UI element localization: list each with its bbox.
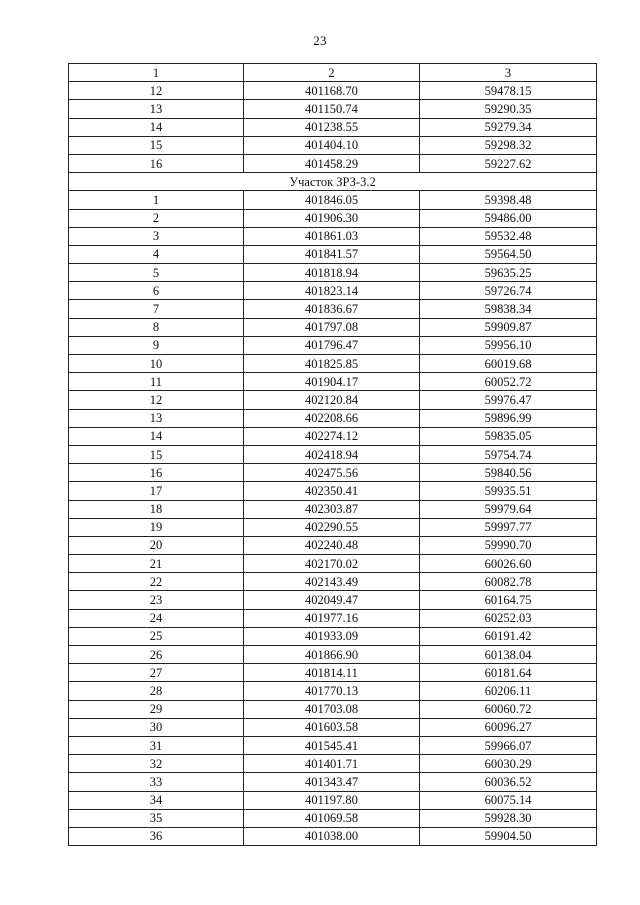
cell-y-coordinate: 60075.14 xyxy=(420,791,597,809)
table-row xyxy=(69,227,597,245)
cell-x-coordinate: 402120.84 xyxy=(244,391,420,409)
table-row xyxy=(69,755,597,773)
table-row xyxy=(69,100,597,118)
cell-point-number: 10 xyxy=(69,355,244,373)
cell-point-number: 12 xyxy=(69,391,244,409)
cell-y-coordinate: 59564.50 xyxy=(420,245,597,263)
cell-point-number: 16 xyxy=(69,464,244,482)
cell-y-coordinate: 59726.74 xyxy=(420,282,597,300)
table-row xyxy=(69,154,597,172)
cell-point-number: 30 xyxy=(69,718,244,736)
cell-x-coordinate: 401906.30 xyxy=(244,209,420,227)
cell-y-coordinate: 59279.34 xyxy=(420,118,597,136)
table-row xyxy=(69,300,597,318)
cell-point-number: 32 xyxy=(69,755,244,773)
header-row xyxy=(69,64,597,82)
section-heading-body xyxy=(69,173,597,191)
cell-y-coordinate: 60206.11 xyxy=(420,682,597,700)
cell-y-coordinate: 59928.30 xyxy=(420,809,597,827)
table-row xyxy=(69,191,597,209)
cell-y-coordinate: 59896.99 xyxy=(420,409,597,427)
cell-point-number: 7 xyxy=(69,300,244,318)
cell-y-coordinate: 59979.64 xyxy=(420,500,597,518)
cell-point-number: 3 xyxy=(69,227,244,245)
cell-x-coordinate: 401343.47 xyxy=(244,773,420,791)
cell-point-number: 27 xyxy=(69,664,244,682)
cell-x-coordinate: 401823.14 xyxy=(244,282,420,300)
cell-y-coordinate: 59840.56 xyxy=(420,464,597,482)
table-body-previous-section xyxy=(69,82,597,173)
cell-point-number: 20 xyxy=(69,536,244,554)
cell-y-coordinate: 60252.03 xyxy=(420,609,597,627)
cell-x-coordinate: 401168.70 xyxy=(244,82,420,100)
cell-x-coordinate: 401836.67 xyxy=(244,300,420,318)
header-col-x: 2 xyxy=(244,64,420,82)
cell-point-number: 18 xyxy=(69,500,244,518)
table-row xyxy=(69,336,597,354)
cell-y-coordinate: 60082.78 xyxy=(420,573,597,591)
cell-y-coordinate: 59966.07 xyxy=(420,736,597,754)
cell-point-number: 19 xyxy=(69,518,244,536)
cell-x-coordinate: 402303.87 xyxy=(244,500,420,518)
cell-point-number: 31 xyxy=(69,736,244,754)
table-row xyxy=(69,791,597,809)
cell-x-coordinate: 401404.10 xyxy=(244,136,420,154)
cell-x-coordinate: 401861.03 xyxy=(244,227,420,245)
cell-y-coordinate: 59838.34 xyxy=(420,300,597,318)
cell-y-coordinate: 59532.48 xyxy=(420,227,597,245)
cell-y-coordinate: 60164.75 xyxy=(420,591,597,609)
cell-point-number: 14 xyxy=(69,427,244,445)
table-row xyxy=(69,682,597,700)
cell-point-number: 26 xyxy=(69,646,244,664)
cell-y-coordinate: 59909.87 xyxy=(420,318,597,336)
table-row xyxy=(69,264,597,282)
cell-y-coordinate: 59904.50 xyxy=(420,827,597,845)
cell-point-number: 33 xyxy=(69,773,244,791)
cell-x-coordinate: 402418.94 xyxy=(244,445,420,463)
table-row xyxy=(69,318,597,336)
table-row xyxy=(69,518,597,536)
cell-point-number: 9 xyxy=(69,336,244,354)
cell-x-coordinate: 401038.00 xyxy=(244,827,420,845)
cell-point-number: 25 xyxy=(69,627,244,645)
cell-y-coordinate: 59935.51 xyxy=(420,482,597,500)
cell-point-number: 34 xyxy=(69,791,244,809)
table-body-section-zrz-3-2 xyxy=(69,191,597,846)
cell-x-coordinate: 401933.09 xyxy=(244,627,420,645)
cell-point-number: 4 xyxy=(69,245,244,263)
cell-x-coordinate: 402240.48 xyxy=(244,536,420,554)
table-row xyxy=(69,445,597,463)
page-number: 23 xyxy=(313,33,327,48)
cell-y-coordinate: 60138.04 xyxy=(420,646,597,664)
cell-point-number: 2 xyxy=(69,209,244,227)
cell-x-coordinate: 401069.58 xyxy=(244,809,420,827)
cell-x-coordinate: 401977.16 xyxy=(244,609,420,627)
cell-x-coordinate: 401846.05 xyxy=(244,191,420,209)
cell-y-coordinate: 60060.72 xyxy=(420,700,597,718)
cell-x-coordinate: 402049.47 xyxy=(244,591,420,609)
cell-point-number: 8 xyxy=(69,318,244,336)
table-row xyxy=(69,427,597,445)
cell-y-coordinate: 59956.10 xyxy=(420,336,597,354)
cell-point-number: 5 xyxy=(69,264,244,282)
cell-x-coordinate: 401458.29 xyxy=(244,154,420,172)
table-row xyxy=(69,245,597,263)
header-col-y: 3 xyxy=(420,64,597,82)
cell-y-coordinate: 60052.72 xyxy=(420,373,597,391)
cell-point-number: 14 xyxy=(69,118,244,136)
cell-point-number: 11 xyxy=(69,373,244,391)
section-title: Участок ЗРЗ-3.2 xyxy=(69,173,597,191)
cell-y-coordinate: 60036.52 xyxy=(420,773,597,791)
cell-x-coordinate: 401238.55 xyxy=(244,118,420,136)
cell-x-coordinate: 402170.02 xyxy=(244,555,420,573)
cell-point-number: 22 xyxy=(69,573,244,591)
table-row xyxy=(69,646,597,664)
cell-x-coordinate: 402290.55 xyxy=(244,518,420,536)
cell-point-number: 29 xyxy=(69,700,244,718)
table-row xyxy=(69,464,597,482)
cell-y-coordinate: 60030.29 xyxy=(420,755,597,773)
table-row xyxy=(69,136,597,154)
cell-x-coordinate: 402208.66 xyxy=(244,409,420,427)
cell-x-coordinate: 401814.11 xyxy=(244,664,420,682)
cell-y-coordinate: 60181.64 xyxy=(420,664,597,682)
cell-y-coordinate: 59997.77 xyxy=(420,518,597,536)
cell-point-number: 28 xyxy=(69,682,244,700)
cell-y-coordinate: 60026.60 xyxy=(420,555,597,573)
cell-x-coordinate: 401904.17 xyxy=(244,373,420,391)
table-row xyxy=(69,627,597,645)
table-row xyxy=(69,209,597,227)
table-row xyxy=(69,82,597,100)
cell-x-coordinate: 401401.71 xyxy=(244,755,420,773)
cell-y-coordinate: 59478.15 xyxy=(420,82,597,100)
cell-point-number: 16 xyxy=(69,154,244,172)
cell-y-coordinate: 59835.05 xyxy=(420,427,597,445)
cell-x-coordinate: 401796.47 xyxy=(244,336,420,354)
cell-point-number: 13 xyxy=(69,100,244,118)
cell-point-number: 6 xyxy=(69,282,244,300)
cell-y-coordinate: 59486.00 xyxy=(420,209,597,227)
cell-x-coordinate: 401841.57 xyxy=(244,245,420,263)
table-row xyxy=(69,409,597,427)
cell-point-number: 13 xyxy=(69,409,244,427)
table-row xyxy=(69,373,597,391)
cell-point-number: 1 xyxy=(69,191,244,209)
table-row xyxy=(69,573,597,591)
table-row xyxy=(69,609,597,627)
cell-point-number: 35 xyxy=(69,809,244,827)
coordinates-table xyxy=(68,63,597,846)
table-row xyxy=(69,536,597,554)
cell-x-coordinate: 402475.56 xyxy=(244,464,420,482)
table-row xyxy=(69,736,597,754)
cell-y-coordinate: 60019.68 xyxy=(420,355,597,373)
cell-y-coordinate: 59298.32 xyxy=(420,136,597,154)
cell-x-coordinate: 401197.80 xyxy=(244,791,420,809)
cell-x-coordinate: 401818.94 xyxy=(244,264,420,282)
cell-x-coordinate: 402350.41 xyxy=(244,482,420,500)
cell-point-number: 23 xyxy=(69,591,244,609)
cell-x-coordinate: 401825.85 xyxy=(244,355,420,373)
cell-point-number: 15 xyxy=(69,136,244,154)
cell-x-coordinate: 401866.90 xyxy=(244,646,420,664)
table-row xyxy=(69,664,597,682)
cell-point-number: 12 xyxy=(69,82,244,100)
table-row xyxy=(69,282,597,300)
table-row xyxy=(69,391,597,409)
cell-y-coordinate: 59635.25 xyxy=(420,264,597,282)
cell-x-coordinate: 401545.41 xyxy=(244,736,420,754)
table-row xyxy=(69,773,597,791)
table-header xyxy=(69,64,597,82)
cell-point-number: 24 xyxy=(69,609,244,627)
cell-y-coordinate: 59290.35 xyxy=(420,100,597,118)
cell-y-coordinate: 60096.27 xyxy=(420,718,597,736)
table-row xyxy=(69,827,597,845)
cell-point-number: 36 xyxy=(69,827,244,845)
cell-y-coordinate: 59976.47 xyxy=(420,391,597,409)
cell-y-coordinate: 59227.62 xyxy=(420,154,597,172)
table-row xyxy=(69,555,597,573)
cell-x-coordinate: 401703.08 xyxy=(244,700,420,718)
table-row xyxy=(69,809,597,827)
table-row xyxy=(69,718,597,736)
cell-point-number: 21 xyxy=(69,555,244,573)
table-row xyxy=(69,591,597,609)
cell-x-coordinate: 401150.74 xyxy=(244,100,420,118)
table-row xyxy=(69,700,597,718)
table-row xyxy=(69,355,597,373)
cell-x-coordinate: 402274.12 xyxy=(244,427,420,445)
cell-y-coordinate: 59990.70 xyxy=(420,536,597,554)
cell-point-number: 15 xyxy=(69,445,244,463)
cell-x-coordinate: 401770.13 xyxy=(244,682,420,700)
table-row xyxy=(69,500,597,518)
cell-x-coordinate: 402143.49 xyxy=(244,573,420,591)
table-row xyxy=(69,118,597,136)
cell-y-coordinate: 59754.74 xyxy=(420,445,597,463)
cell-point-number: 17 xyxy=(69,482,244,500)
cell-x-coordinate: 401603.58 xyxy=(244,718,420,736)
table-row xyxy=(69,482,597,500)
section-title-row xyxy=(69,173,597,191)
cell-y-coordinate: 59398.48 xyxy=(420,191,597,209)
cell-y-coordinate: 60191.42 xyxy=(420,627,597,645)
header-col-point: 1 xyxy=(69,64,244,82)
cell-x-coordinate: 401797.08 xyxy=(244,318,420,336)
